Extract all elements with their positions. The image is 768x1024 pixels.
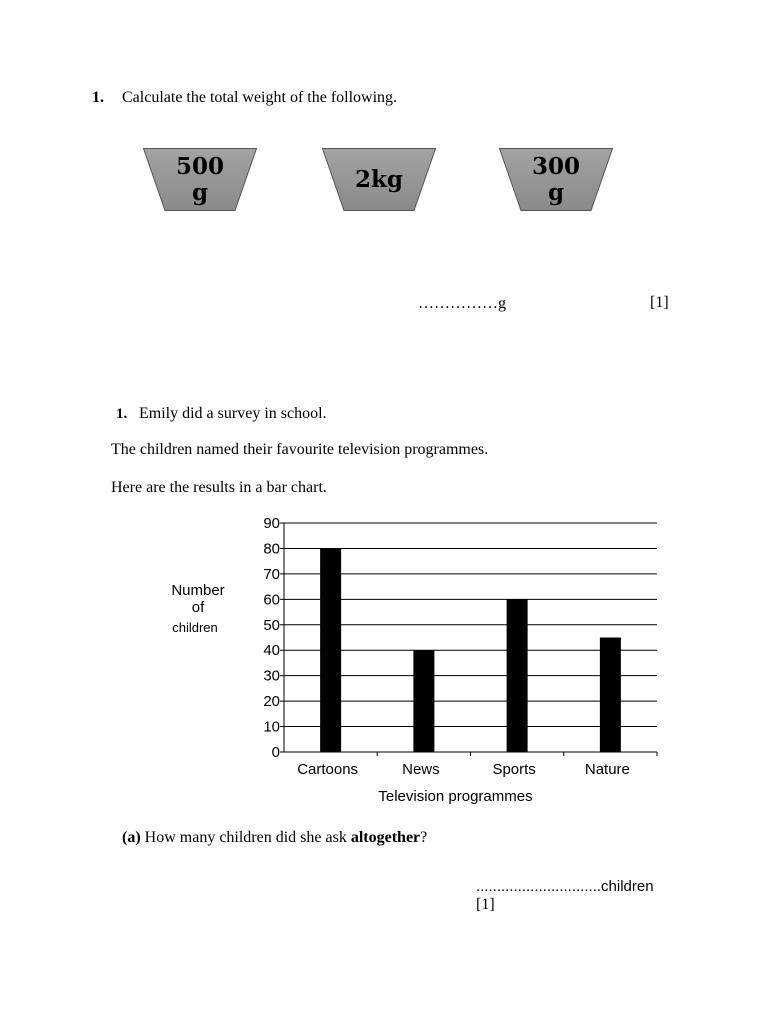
bar-cartoons xyxy=(320,548,341,752)
y-tick-label: 20 xyxy=(263,693,280,711)
question-1-text: Calculate the total weight of the following. xyxy=(122,89,398,106)
x-tick-label: News xyxy=(402,761,440,778)
question-2-line3: Here are the results in a bar chart. xyxy=(111,479,327,496)
question-2-intro: Emily did a survey in school. xyxy=(139,405,327,422)
question-1-number: 1. xyxy=(92,89,104,106)
marks-q1: [1] xyxy=(650,294,669,311)
bar-sports xyxy=(507,599,528,752)
x-tick-label: Cartoons xyxy=(297,761,359,778)
y-tick-label: 60 xyxy=(263,591,280,609)
y-tick-label: 0 xyxy=(271,744,280,761)
y-tick-label: 10 xyxy=(263,718,280,736)
weight-label: 300 g xyxy=(531,152,580,206)
weight-label: 500 g xyxy=(175,152,224,206)
question-2-number: 1. xyxy=(116,406,128,422)
answer-line-grams: ……………g xyxy=(418,295,506,312)
y-tick-label: 90 xyxy=(263,515,280,532)
part-a-question: (a) How many children did she ask altogether? xyxy=(122,829,428,846)
y-axis-label-line: children xyxy=(172,620,218,635)
y-tick-label: 40 xyxy=(263,642,280,660)
y-axis-label-line: of xyxy=(191,599,205,616)
y-tick-label: 80 xyxy=(263,540,280,558)
marks-q2a: [1] xyxy=(476,896,495,913)
bar-news xyxy=(413,650,434,752)
y-tick-label: 50 xyxy=(263,616,280,634)
answer-line-children: ..............................children xyxy=(476,878,654,895)
question-2-line2: The children named their favourite television programmes. xyxy=(111,441,489,458)
weight-label: 2kg xyxy=(354,165,404,193)
y-axis-label-line: Number xyxy=(171,582,225,599)
y-tick-label: 70 xyxy=(263,565,280,583)
bar-nature xyxy=(600,638,621,753)
x-axis-label: Television programmes xyxy=(378,788,533,805)
x-tick-label: Nature xyxy=(584,761,630,778)
y-tick-label: 30 xyxy=(263,667,280,685)
x-tick-label: Sports xyxy=(492,761,536,778)
